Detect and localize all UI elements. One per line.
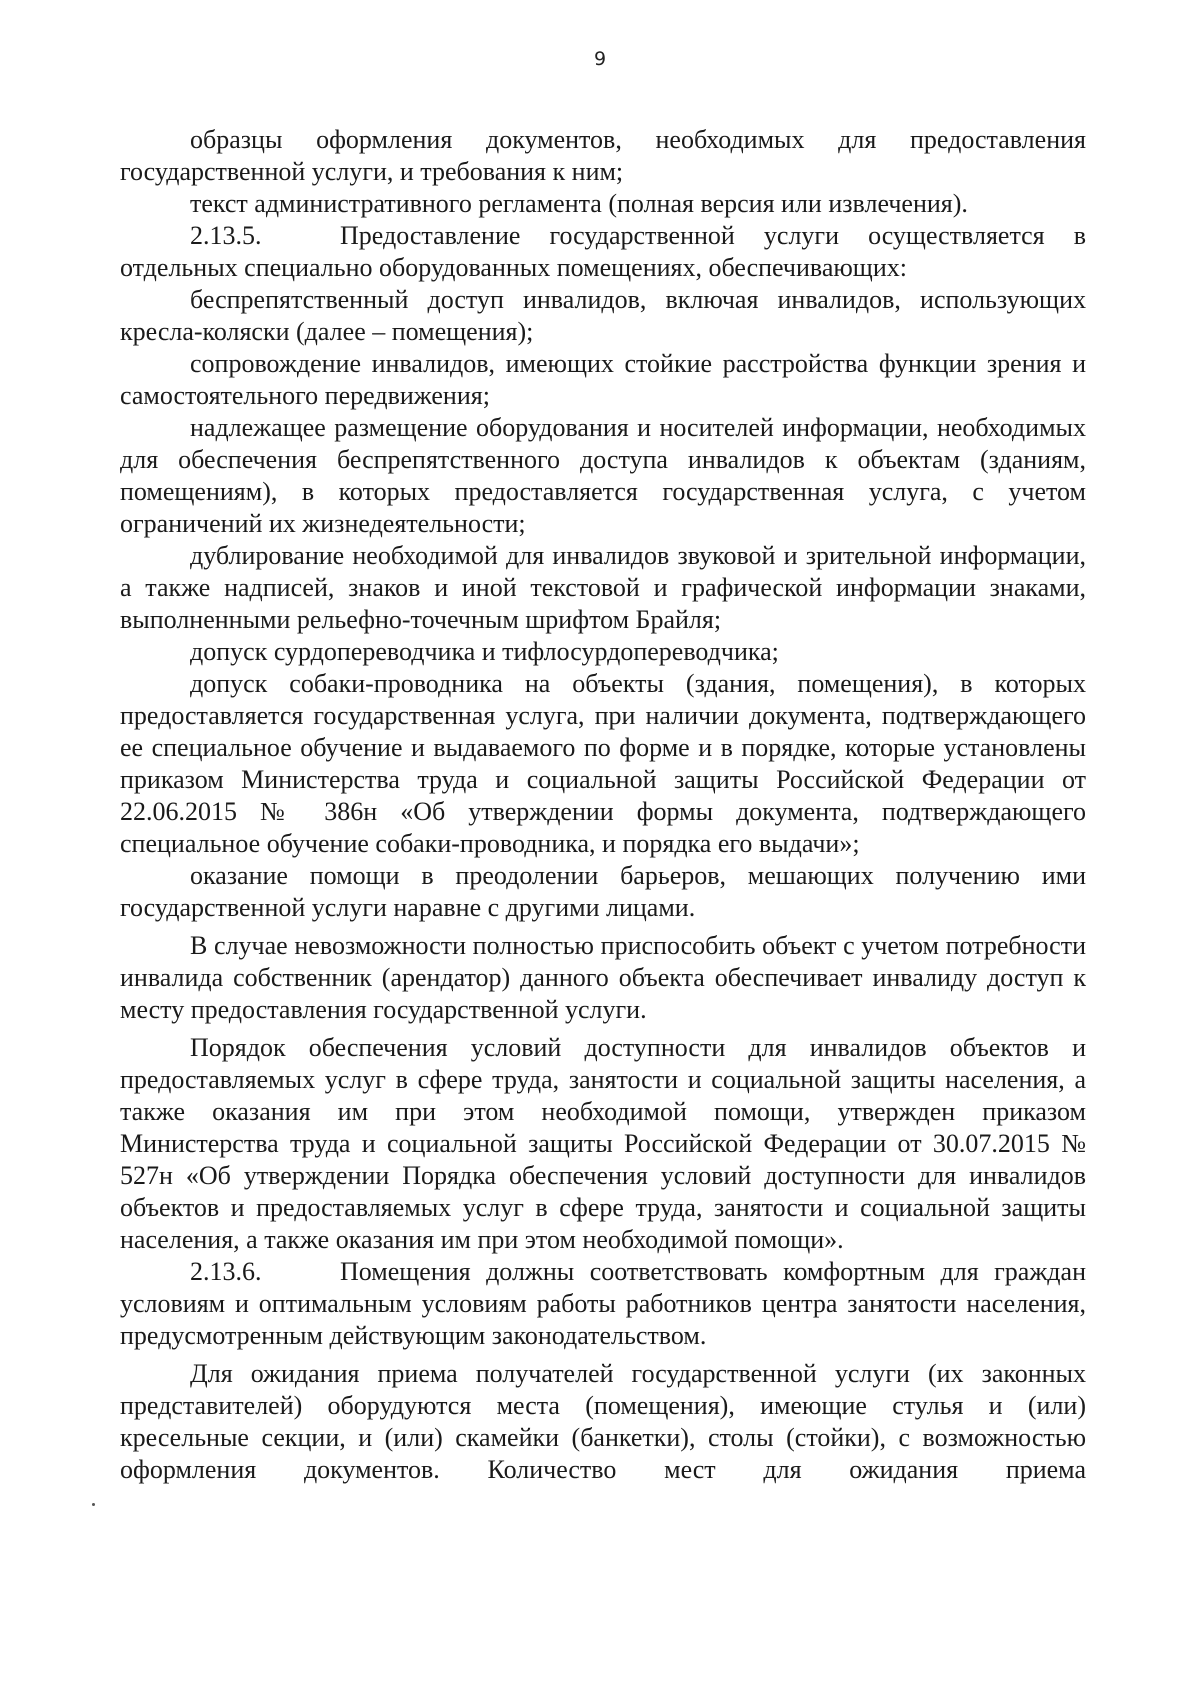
document-body [120, 124, 1086, 1486]
clause-text: Помещения должны соответствовать комфортным для граждан условиям и оптимальным условиям работы работников центра занятости населения, предусмотренным действующим законодательством. [120, 1257, 1086, 1350]
clause-number: 2.13.5. [190, 221, 262, 250]
page-number: 9 [593, 48, 607, 70]
paragraph-impossible-adaptation: В случае невозможности полностью приспособить объект с учетом потребности инвалида собственник (арендатор) данного объекта обеспечивает инвалиду доступ к месту предоставления государственной услуги. [120, 931, 1086, 1024]
clause-2-13-6 [120, 1256, 1086, 1352]
paragraph-barrier-help: оказание помощи в преодолении барьеров, мешающих получению ими государственной услуги наравне с другими лицами. [120, 861, 1086, 922]
clause-number: 2.13.6. [190, 1257, 262, 1286]
paragraph-guide-dog: допуск собаки-проводника на объекты (здания, помещения), в которых предоставляется государственная услуга, при наличии документа, подтверждающего ее специальное обучение и выдаваемого по форме и в порядке, которые установлены приказом Министерства труда и социальной защиты Российской Федерации от 22.06.2015 № 386н «Об утверждении формы документа, подтверждающего специальное обучение собаки-проводника, и порядка его выдачи»; [120, 669, 1086, 858]
paragraph-escort: сопровождение инвалидов, имеющих стойкие расстройства функции зрения и самостоятельного передвижения; [120, 349, 1086, 410]
paragraph-waiting-area: Для ожидания приема получателей государственной услуги (их законных представителей) оборудуются места (помещения), имеющие стулья и (или) кресельные секции, и (или) скамейки (банкетки), столы (стойки), с возможностью оформления документов. Количество мест для ожидания приема [120, 1359, 1086, 1484]
paragraph-braille-duplication: дублирование необходимой для инвалидов звуковой и зрительной информации, а также надписей, знаков и иной текстовой и графической информации знаками, выполненными рельефно-точечным шрифтом Брайля; [120, 541, 1086, 634]
clause-2-13-5 [120, 220, 1086, 284]
scan-speck [92, 1503, 95, 1506]
paragraph-sign-interpreter: допуск сурдопереводчика и тифлосурдопереводчика; [190, 637, 779, 666]
paragraph-regulation-text: текст административного регламента (полная версия или извлечения). [190, 189, 968, 218]
paragraph-equipment-placement: надлежащее размещение оборудования и носителей информации, необходимых для обеспечения беспрепятственного доступа инвалидов к объектам (зданиям, помещениям), в которых предоставляется государственная услуга, с учетом ограничений их жизнедеятельности; [120, 413, 1086, 538]
paragraph-accessibility-order: Порядок обеспечения условий доступности для инвалидов объектов и предоставляемых услуг в сфере труда, занятости и социальной защиты населения, а также оказания им при этом необходимой помощи, утвержден приказом Министерства труда и социальной защиты Российской Федерации от 30.07.2015 № 527н «Об утверждении Порядка обеспечения условий доступности для инвалидов объектов и предоставляемых услуг в сфере труда, занятости и социальной защиты населения, а также оказания им при этом необходимой помощи». [120, 1033, 1086, 1254]
paragraph-barrier-free-access: беспрепятственный доступ инвалидов, включая инвалидов, использующих кресла-коляски (далее – помещения); [120, 285, 1086, 346]
paragraph-forms-samples: образцы оформления документов, необходимых для предоставления государственной услуги, и требования к ним; [120, 125, 1086, 186]
clause-text: Предоставление государственной услуги осуществляется в отдельных специально оборудованных помещениях, обеспечивающих: [120, 221, 1086, 282]
